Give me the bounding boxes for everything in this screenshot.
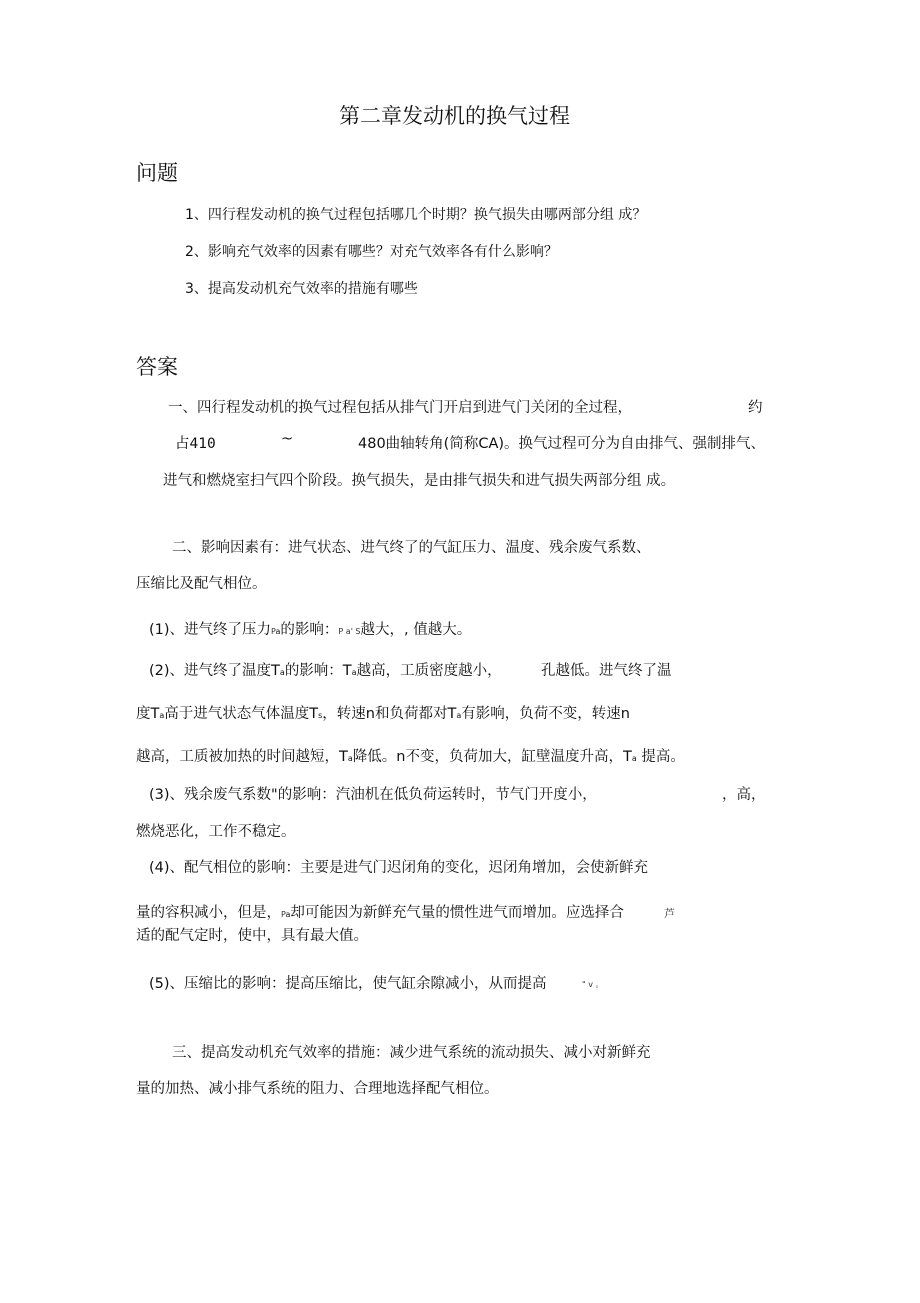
factor-4-l2-symbol: P <box>281 910 286 919</box>
answers-heading: 答案 <box>136 355 178 379</box>
factor-4-line-1: (4)、配气相位的影响：主要是进气门迟闭角的变化，迟闭角增加，会使新鲜充 <box>149 860 649 876</box>
factor-4-l2-text-a: 量的容积减小，但是， <box>136 905 281 921</box>
factor-2-sub-a: a <box>279 668 285 677</box>
factor-2-l2-sub-b: s <box>318 711 323 720</box>
factor-2-l2-text-b: 高于进气状态气体温度T <box>164 706 319 722</box>
factor-1-small-symbol: P a' S <box>338 627 361 636</box>
factor-2-sub-b: a <box>351 668 357 677</box>
questions-heading: 问题 <box>136 161 178 185</box>
factor-2-l2-sub-c: a <box>456 711 462 720</box>
answer-3-line-2: 量的加热、减小排气系统的阻力、合理地选择配气相位。 <box>136 1081 499 1097</box>
factor-5: (5)、压缩比的影响：提高压缩比，使气缸余隙减小，从而提高 <box>149 976 547 992</box>
factor-3-line-1: (3)、残余废气系数"的影响：汽油机在低负荷运转时，节气门开度小， <box>149 787 597 803</box>
factor-5-symbol: " v 。 <box>582 980 604 989</box>
factor-1-symbol: P <box>271 627 276 636</box>
factor-2-text-c: 越高，工质密度越小， <box>356 663 502 679</box>
factor-2-l2-sub-a: a <box>159 711 165 720</box>
answer-1-tilde: ~ <box>281 431 294 447</box>
factor-2-line-1 <box>149 664 502 679</box>
answer-1-line-3: 进气和燃烧室扫气四个阶段。换气损失，是由排气损失和进气损失两部分组 成。 <box>163 473 676 489</box>
factor-2-l3-text-b: 降低。n不变，负荷加大，缸壁温度升高，T <box>352 749 632 765</box>
answer-1-line-1: 一、四行程发动机的换气过程包括从排气门开启到进气门关闭的全过程， <box>168 400 632 416</box>
factor-2-l2-text-d: 有影响，负荷不变，转速n <box>461 706 630 722</box>
factor-2-l2-text-c: ，转速n和负荷都对T <box>322 706 457 722</box>
factor-3-line-2: 燃烧恶化，工作不稳定。 <box>136 824 296 840</box>
factor-2-line-3 <box>136 750 685 765</box>
question-2: 2、影响充气效率的因素有哪些？对充气效率各有什么影响？ <box>185 244 558 260</box>
factor-1-text-b: 的影响： <box>280 622 339 638</box>
factor-3-line-1-end: ，高， <box>722 787 766 803</box>
factor-2-l3-sub-b: a <box>631 754 637 763</box>
answer-1-line-2-rest: 480曲轴转角(简称CA)。换气过程可分为自由排气、强制排气、 <box>358 436 766 452</box>
factor-1-subscript: a <box>275 627 281 636</box>
answer-2-line-2: 压缩比及配气相位。 <box>136 576 267 592</box>
factor-2-l3-text-c: 提高。 <box>636 749 685 765</box>
factor-4-line-2-end: 芦 <box>664 907 675 920</box>
factor-1 <box>149 623 471 638</box>
factor-2-l2-text-a: 度T <box>136 706 160 722</box>
answer-1-line-2-start: 占410 <box>175 436 216 452</box>
factor-2-text-b: 的影响：T <box>284 663 352 679</box>
question-1: 1、四行程发动机的换气过程包括哪几个时期？换气损失由哪两部分组 成？ <box>185 207 647 223</box>
factor-2-l3-text-a: 越高，工质被加热的时间越短，T <box>136 749 348 765</box>
document-title: 第二章发动机的换气过程 <box>339 104 570 128</box>
factor-2-line-1-end: 孔越低。进气终了温 <box>541 663 672 679</box>
factor-4-line-3: 适的配气定时，使中，具有最大值。 <box>136 928 368 944</box>
answer-2-line-1: 二、影响因素有：进气状态、进气终了的气缸压力、温度、残余废气系数、 <box>172 540 651 556</box>
factor-1-text-a: (1)、进气终了压力 <box>149 622 272 638</box>
factor-2-line-2 <box>136 707 630 722</box>
factor-2-text-a: (2)、进气终了温度T <box>149 663 280 679</box>
answer-3-line-1: 三、提高发动机充气效率的措施：减少进气系统的流动损失、减小对新鲜充 <box>172 1045 651 1061</box>
factor-4-line-2 <box>136 906 624 921</box>
factor-2-l3-sub-a: a <box>347 754 353 763</box>
question-3: 3、提高发动机充气效率的措施有哪些 <box>185 281 418 297</box>
factor-4-l2-sub: a <box>285 910 291 919</box>
factor-1-text-c: 越大，, 值越大。 <box>360 622 472 638</box>
answer-1-line-1-end: 约 <box>748 400 763 416</box>
factor-4-l2-text-b: 却可能因为新鲜充气量的惯性进气而增加。应选择合 <box>290 905 624 921</box>
